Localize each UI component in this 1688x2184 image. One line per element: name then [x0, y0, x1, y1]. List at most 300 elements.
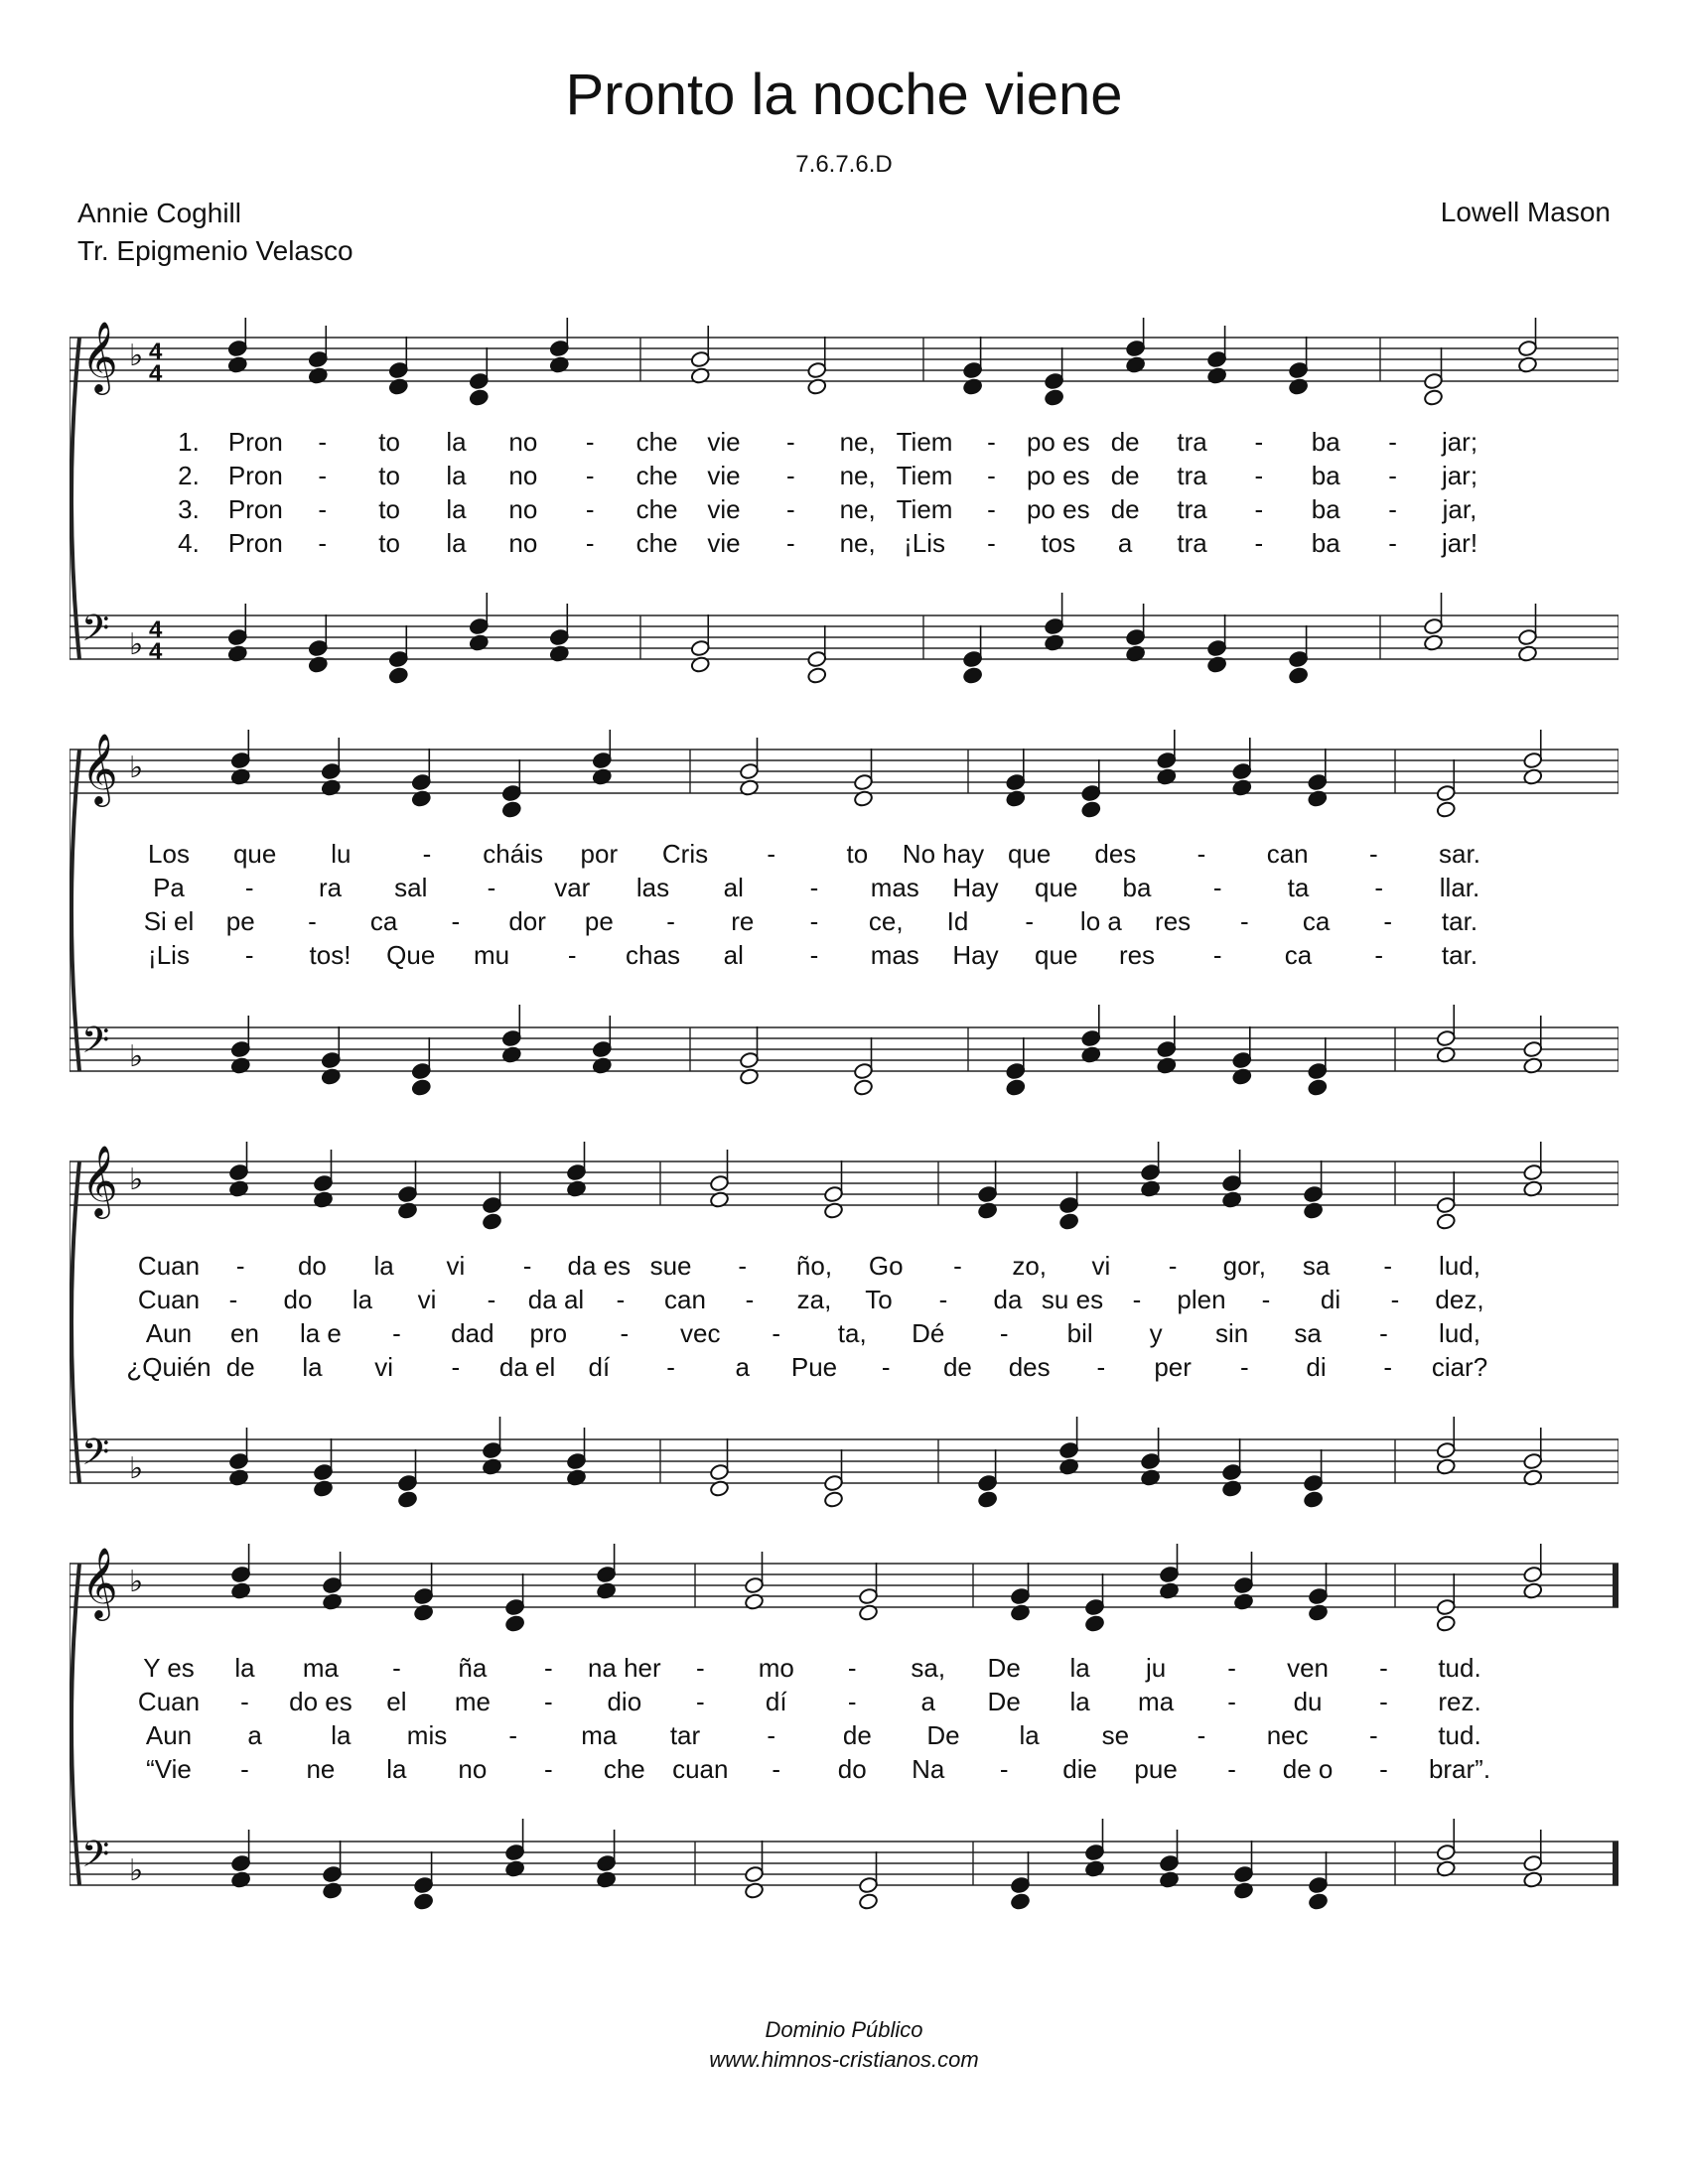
lyric-syllable: la — [331, 1720, 352, 1750]
lyric-syllable: la — [1069, 1687, 1090, 1716]
lyric-syllable: - — [392, 1318, 401, 1348]
lyric-syllable: na her — [587, 1653, 661, 1683]
lyric-syllable: - — [585, 528, 595, 558]
lyric-syllable: jar; — [1441, 461, 1478, 490]
lyric-syllable: de o — [1282, 1754, 1334, 1784]
lyric-syllable: Cris — [661, 839, 709, 869]
lyric-syllable: Pron — [227, 461, 283, 490]
lyric-syllable: ca — [1302, 906, 1331, 936]
lyric-syllable: - — [809, 906, 819, 936]
lyric-syllable: De — [987, 1687, 1021, 1716]
lyric-syllable: res — [1155, 906, 1192, 936]
lyric-syllable: Hay — [952, 873, 999, 902]
lyric-syllable: ba — [1311, 427, 1340, 457]
lyric-syllable: lud, — [1439, 1251, 1480, 1281]
lyric-syllable: que — [1035, 873, 1078, 902]
lyric-syllable: - — [695, 1687, 705, 1716]
lyric-syllable: - — [987, 427, 996, 457]
lyric-syllable: dí — [588, 1352, 611, 1382]
svg-text:4: 4 — [149, 339, 163, 365]
music-system-2 — [70, 730, 1618, 1107]
lyric-syllable: tos — [1041, 528, 1076, 558]
lyric-syllable: la — [446, 427, 467, 457]
lyric-syllable: sal — [394, 873, 428, 902]
lyric-syllable: plen — [1177, 1285, 1226, 1314]
lyric-syllable: - — [1212, 940, 1222, 970]
lyric-syllable: mu — [473, 940, 510, 970]
lyric-syllable: to — [378, 461, 400, 490]
lyric-syllable: De — [926, 1720, 960, 1750]
lyric-syllable: Y es — [143, 1653, 195, 1683]
lyric-syllable: Hay — [952, 940, 999, 970]
lyric-syllable: lud, — [1439, 1318, 1480, 1348]
lyric-syllable: brar”. — [1428, 1754, 1491, 1784]
note-group — [230, 730, 1543, 819]
lyric-syllable: ne, — [839, 528, 876, 558]
lyric-syllable: No hay — [902, 839, 985, 869]
lyric-syllable: la — [234, 1653, 255, 1683]
lyric-syllable: pro — [529, 1318, 568, 1348]
lyric-syllable: Go — [868, 1251, 904, 1281]
lyric-syllable: Cuan — [137, 1687, 201, 1716]
lyric-syllable: - — [228, 1285, 238, 1314]
translator-name: Tr. Epigmenio Velasco — [77, 235, 353, 266]
lyric-syllable: zo, — [1012, 1251, 1047, 1281]
lyric-syllable: que — [1007, 839, 1052, 869]
lyric-syllable: che — [635, 494, 678, 524]
lyric-syllable: - — [1383, 1352, 1393, 1382]
lyric-syllable: llar. — [1439, 873, 1480, 902]
lyric-syllable: tra — [1177, 427, 1207, 457]
lyric-syllable: a — [735, 1352, 750, 1382]
lyric-syllable: - — [1368, 839, 1378, 869]
lyric-syllable: To — [865, 1285, 893, 1314]
lyric-syllable: dí — [765, 1687, 787, 1716]
lyric-syllable: to — [378, 494, 400, 524]
lyric-syllable: - — [240, 1754, 249, 1784]
lyric-syllable: 4. — [178, 528, 200, 558]
lyric-syllable: ba — [1311, 461, 1340, 490]
lyric-syllable: Pa — [153, 873, 185, 902]
lyric-syllable: to — [846, 839, 869, 869]
svg-text:♭: ♭ — [129, 1565, 144, 1599]
lyric-syllable: ra — [318, 873, 343, 902]
meter-label: 7.6.7.6.D — [795, 151, 893, 178]
lyric-syllable: en — [230, 1318, 259, 1348]
lyric-syllable: a — [920, 1687, 935, 1716]
lyric-syllable: - — [666, 906, 675, 936]
lyric-syllable: - — [881, 1352, 891, 1382]
lyric-syllable: do — [283, 1285, 313, 1314]
lyric-syllable: sue — [649, 1251, 692, 1281]
lyric-syllable: - — [1227, 1653, 1236, 1683]
lyric-syllable: - — [1196, 1720, 1206, 1750]
license-text: Dominio Público — [765, 2017, 923, 2042]
svg-text:♭: ♭ — [129, 1853, 144, 1888]
lyric-syllable: che — [635, 528, 678, 558]
lyric-syllable: - — [616, 1285, 626, 1314]
lyric-syllable: - — [235, 1251, 245, 1281]
lyric-syllable: - — [1383, 1251, 1393, 1281]
lyric-syllable: - — [1383, 906, 1393, 936]
lyric-syllable: - — [847, 1653, 857, 1683]
lyric-syllable: - — [738, 1251, 748, 1281]
lyric-syllable: - — [1374, 940, 1384, 970]
lyric-syllable: - — [522, 1251, 532, 1281]
lyric-syllable: - — [544, 1687, 553, 1716]
lyric-syllable: vie — [707, 528, 741, 558]
lyric-syllable: dio — [607, 1687, 642, 1716]
lyric-syllable: - — [244, 873, 254, 902]
lyric-syllable: - — [1368, 1720, 1378, 1750]
lyric-syllable: - — [772, 1318, 781, 1348]
svg-text:𝄢: 𝄢 — [81, 1834, 110, 1884]
lyric-syllable: - — [1168, 1251, 1178, 1281]
lyric-syllable: - — [487, 873, 496, 902]
author-name: Annie Coghill — [77, 198, 241, 228]
lyric-syllable: da al — [527, 1285, 585, 1314]
lyric-syllable: - — [585, 427, 595, 457]
svg-text:𝄞: 𝄞 — [81, 320, 118, 392]
lyric-syllable: sa, — [911, 1653, 946, 1683]
lyric-syllable: var — [554, 873, 591, 902]
lyric-syllable: Tiem — [896, 461, 953, 490]
lyric-syllable: can — [1266, 839, 1309, 869]
lyric-syllable: di — [1320, 1285, 1341, 1314]
lyric-syllable: tra — [1177, 528, 1207, 558]
lyric-syllable: ba — [1311, 528, 1340, 558]
svg-text:𝄞: 𝄞 — [81, 1546, 118, 1618]
lyric-syllable: vie — [707, 427, 741, 457]
lyric-syllable: que — [232, 839, 277, 869]
lyric-syllable: ciar? — [1431, 1352, 1488, 1382]
lyric-syllable: to — [378, 528, 400, 558]
lyric-syllable: el — [386, 1687, 407, 1716]
lyric-syllable: tos! — [309, 940, 352, 970]
lyric-syllable: Tiem — [896, 427, 953, 457]
lyric-syllable: lo a — [1079, 906, 1122, 936]
lyric-syllable: dad — [451, 1318, 494, 1348]
lyric-syllable: la — [1069, 1653, 1090, 1683]
lyric-syllable: dez, — [1435, 1285, 1484, 1314]
lyric-syllable: Si el — [143, 906, 195, 936]
lyric-syllable: ma — [1138, 1687, 1175, 1716]
lyric-syllable: lu — [331, 839, 352, 869]
lyric-syllable: - — [785, 494, 795, 524]
lyric-syllable: des — [1008, 1352, 1051, 1382]
lyric-syllable: vi — [446, 1251, 466, 1281]
note-group — [227, 318, 1538, 407]
lyric-syllable: 3. — [178, 494, 200, 524]
lyric-syllable: - — [585, 461, 595, 490]
lyric-syllable: - — [318, 494, 328, 524]
lyric-syllable: a — [247, 1720, 262, 1750]
lyric-syllable: vi — [417, 1285, 437, 1314]
lyric-syllable: - — [240, 1687, 249, 1716]
lyric-syllable: - — [1388, 461, 1397, 490]
lyric-syllable: - — [1379, 1754, 1388, 1784]
svg-text:𝄢: 𝄢 — [81, 608, 110, 658]
lyric-syllable: Cuan — [137, 1285, 201, 1314]
lyric-syllable: ba — [1311, 494, 1340, 524]
lyric-syllable: ne, — [839, 494, 876, 524]
lyric-syllable: De — [987, 1653, 1021, 1683]
lyric-syllable: - — [451, 1352, 461, 1382]
music-system-1 — [70, 318, 1618, 695]
lyric-syllable: ce, — [868, 906, 904, 936]
lyric-syllable: de — [225, 1352, 255, 1382]
lyric-syllable: - — [422, 839, 432, 869]
lyric-syllable: da — [993, 1285, 1023, 1314]
lyric-syllable: jar! — [1441, 528, 1478, 558]
lyric-syllable: la — [302, 1352, 323, 1382]
lyric-syllable: Id — [946, 906, 969, 936]
lyric-syllable: - — [847, 1687, 857, 1716]
lyric-syllable: ca — [1284, 940, 1313, 970]
lyric-syllable: la — [373, 1251, 394, 1281]
lyric-syllable: - — [1388, 427, 1397, 457]
lyric-syllable: ne, — [839, 427, 876, 457]
music-system-3 — [70, 1142, 1618, 1519]
lyric-syllable: mis — [406, 1720, 448, 1750]
lyric-syllable: vie — [707, 494, 741, 524]
lyric-syllable: no — [458, 1754, 488, 1784]
lyric-syllable: du — [1293, 1687, 1323, 1716]
lyric-syllable: - — [1025, 906, 1034, 936]
lyric-syllable: de — [1110, 461, 1140, 490]
lyric-syllable: vi — [1091, 1251, 1111, 1281]
lyric-syllable: “Vie — [146, 1754, 192, 1784]
lyric-syllable: - — [1096, 1352, 1106, 1382]
lyric-syllable: - — [767, 839, 775, 869]
lyric-syllable: do es — [289, 1687, 352, 1716]
lyric-syllable: no — [508, 528, 538, 558]
lyric-syllable: per — [1154, 1352, 1192, 1382]
lyric-syllable: ¡Lis — [148, 940, 190, 970]
lyric-syllable: tar. — [1441, 940, 1478, 970]
lyric-syllable: - — [308, 906, 317, 936]
lyric-syllable: - — [695, 1653, 705, 1683]
lyric-syllable: la — [446, 461, 467, 490]
lyric-syllable: - — [585, 494, 595, 524]
lyric-syllable: tar. — [1441, 906, 1478, 936]
hymn-title: Pronto la noche viene — [565, 63, 1123, 127]
lyric-syllable: - — [318, 528, 328, 558]
lyric-syllable: la — [1019, 1720, 1040, 1750]
lyric-syllable: - — [987, 494, 996, 524]
lyric-syllable: - — [809, 940, 819, 970]
lyric-syllable: sa — [1302, 1251, 1331, 1281]
lyric-syllable: pue — [1134, 1754, 1178, 1784]
lyric-syllable: jar, — [1442, 494, 1477, 524]
lyric-syllable: vec — [680, 1318, 721, 1348]
lyric-syllable: po es — [1026, 461, 1090, 490]
lyric-syllable: ven — [1287, 1653, 1330, 1683]
lyric-syllable: la — [352, 1285, 373, 1314]
lyric-syllable: - — [938, 1285, 948, 1314]
lyric-syllable: Pron — [227, 427, 283, 457]
lyric-syllable: - — [1374, 873, 1384, 902]
lyric-syllable: - — [666, 1352, 675, 1382]
lyric-syllable: - — [544, 1653, 553, 1683]
lyric-syllable: - — [244, 940, 254, 970]
lyric-syllable: pe — [584, 906, 614, 936]
lyric-syllable: sin — [1214, 1318, 1249, 1348]
lyric-syllable: tud. — [1438, 1720, 1481, 1750]
lyric-syllable: ma — [302, 1653, 339, 1683]
lyric-syllable: - — [318, 461, 328, 490]
composer-name: Lowell Mason — [1440, 197, 1611, 227]
svg-text:𝄢: 𝄢 — [81, 1432, 110, 1482]
lyric-syllable: ne — [306, 1754, 336, 1784]
lyric-syllable: - — [745, 1285, 755, 1314]
lyric-syllable: la — [446, 528, 467, 558]
lyric-syllable: gor, — [1222, 1251, 1267, 1281]
lyric-syllable: 1. — [178, 427, 200, 457]
lyric-syllable: tud. — [1438, 1653, 1481, 1683]
lyric-syllable: che — [603, 1754, 645, 1784]
lyric-syllable: - — [999, 1318, 1009, 1348]
lyric-syllable: cháis — [483, 839, 544, 869]
lyric-syllable: Na — [912, 1754, 945, 1784]
lyric-syllable: - — [1390, 1285, 1400, 1314]
lyric-syllable: a — [1117, 528, 1133, 558]
lyric-syllable: ne, — [839, 461, 876, 490]
lyric-syllable: ño, — [795, 1251, 833, 1281]
lyric-syllable: - — [544, 1754, 553, 1784]
lyric-syllable: - — [1254, 427, 1264, 457]
lyric-syllable: che — [635, 461, 678, 490]
note-group — [230, 1005, 1543, 1097]
lyric-syllable: ba — [1122, 873, 1152, 902]
lyric-syllable: vi — [374, 1352, 394, 1382]
lyric-syllable: Aun — [145, 1318, 193, 1348]
lyric-syllable: al — [723, 873, 744, 902]
lyric-syllable: no — [508, 494, 538, 524]
lyric-syllable: - — [1212, 873, 1222, 902]
lyric-syllable: de — [942, 1352, 972, 1382]
lyric-syllable: mo — [758, 1653, 794, 1683]
lyric-syllable: rez. — [1438, 1687, 1481, 1716]
note-group — [230, 1819, 1543, 1911]
lyric-syllable: da es — [567, 1251, 632, 1281]
lyric-syllable: la — [446, 494, 467, 524]
footer — [0, 2015, 1688, 2075]
lyric-syllable: po es — [1026, 427, 1090, 457]
lyric-syllable: - — [392, 1653, 401, 1683]
lyric-syllable: des — [1094, 839, 1137, 869]
lyric-syllable: tar — [669, 1720, 701, 1750]
lyric-syllable: - — [785, 461, 795, 490]
svg-text:4: 4 — [149, 360, 163, 387]
lyric-syllable: ta, — [837, 1318, 867, 1348]
lyric-syllable: - — [1379, 1653, 1388, 1683]
lyric-syllable: do — [837, 1754, 867, 1784]
lyric-syllable: las — [635, 873, 670, 902]
lyric-syllable: tra — [1177, 461, 1207, 490]
svg-text:♭: ♭ — [129, 627, 144, 662]
lyric-syllable: chas — [626, 940, 680, 970]
note-group — [228, 1142, 1543, 1231]
lyric-syllable: - — [987, 461, 996, 490]
lyric-syllable: Aun — [145, 1720, 193, 1750]
lyric-syllable: re — [731, 906, 755, 936]
lyric-syllable: vie — [707, 461, 741, 490]
lyric-syllable: jar; — [1441, 427, 1478, 457]
lyric-syllable: - — [785, 528, 795, 558]
lyric-syllable: - — [451, 906, 461, 936]
lyric-syllable: die — [1062, 1754, 1097, 1784]
lyric-syllable: - — [999, 1754, 1009, 1784]
lyric-syllable: - — [953, 1251, 962, 1281]
lyric-syllable: da el — [498, 1352, 556, 1382]
svg-text:𝄞: 𝄞 — [81, 1144, 118, 1216]
lyric-syllable: - — [1388, 494, 1397, 524]
lyric-syllable: ña — [458, 1653, 488, 1683]
lyric-syllable: de — [842, 1720, 872, 1750]
lyric-syllable: to — [378, 427, 400, 457]
lyric-syllable: - — [1227, 1754, 1236, 1784]
lyric-syllable: - — [318, 427, 328, 457]
lyric-syllable: - — [1254, 494, 1264, 524]
lyric-syllable: por — [580, 839, 619, 869]
lyric-syllable: ¿Quién — [126, 1352, 211, 1382]
lyric-syllable: - — [1227, 1687, 1236, 1716]
lyric-syllable: ju — [1145, 1653, 1167, 1683]
lyric-syllable: - — [620, 1318, 630, 1348]
svg-text:𝄞: 𝄞 — [81, 732, 118, 804]
website-link[interactable]: www.himnos-cristianos.com — [709, 2047, 979, 2072]
note-group — [230, 1544, 1543, 1633]
lyric-syllable: - — [1379, 1687, 1388, 1716]
lyric-syllable: mas — [870, 873, 919, 902]
svg-text:4: 4 — [149, 638, 163, 665]
lyric-syllable: me — [454, 1687, 491, 1716]
lyric-syllable: - — [1196, 839, 1206, 869]
lyric-syllable: sa — [1294, 1318, 1322, 1348]
lyric-syllable: que — [1035, 940, 1078, 970]
svg-text:♭: ♭ — [129, 339, 144, 373]
lyric-syllable: ca — [369, 906, 398, 936]
lyric-syllable: - — [1239, 1352, 1249, 1382]
lyric-syllable: za, — [796, 1285, 832, 1314]
note-group — [227, 593, 1538, 685]
lyric-syllable: no — [508, 461, 538, 490]
lyric-syllable: - — [1254, 461, 1264, 490]
lyric-syllable: Pron — [227, 528, 283, 558]
lyric-syllable: se — [1101, 1720, 1130, 1750]
lyric-syllable: y — [1149, 1318, 1163, 1348]
lyric-syllable: mas — [870, 940, 919, 970]
lyric-syllable: Los — [148, 839, 190, 869]
lyric-syllable: che — [635, 427, 678, 457]
lyric-syllable: - — [772, 1754, 781, 1784]
lyric-syllable: Dé — [912, 1318, 945, 1348]
lyric-syllable: - — [987, 528, 996, 558]
author-block — [77, 195, 353, 270]
lyric-syllable: bil — [1066, 1318, 1093, 1348]
lyric-syllable: de — [1110, 427, 1140, 457]
lyric-syllable: di — [1306, 1352, 1327, 1382]
lyric-syllable: can — [664, 1285, 706, 1314]
note-group — [228, 1417, 1543, 1509]
lyric-syllable: de — [1110, 494, 1140, 524]
lyric-syllable: Que — [386, 940, 436, 970]
lyric-syllable: - — [1132, 1285, 1142, 1314]
lyric-syllable: - — [767, 1720, 775, 1750]
lyric-syllable: - — [1261, 1285, 1271, 1314]
lyric-syllable: res — [1118, 940, 1156, 970]
